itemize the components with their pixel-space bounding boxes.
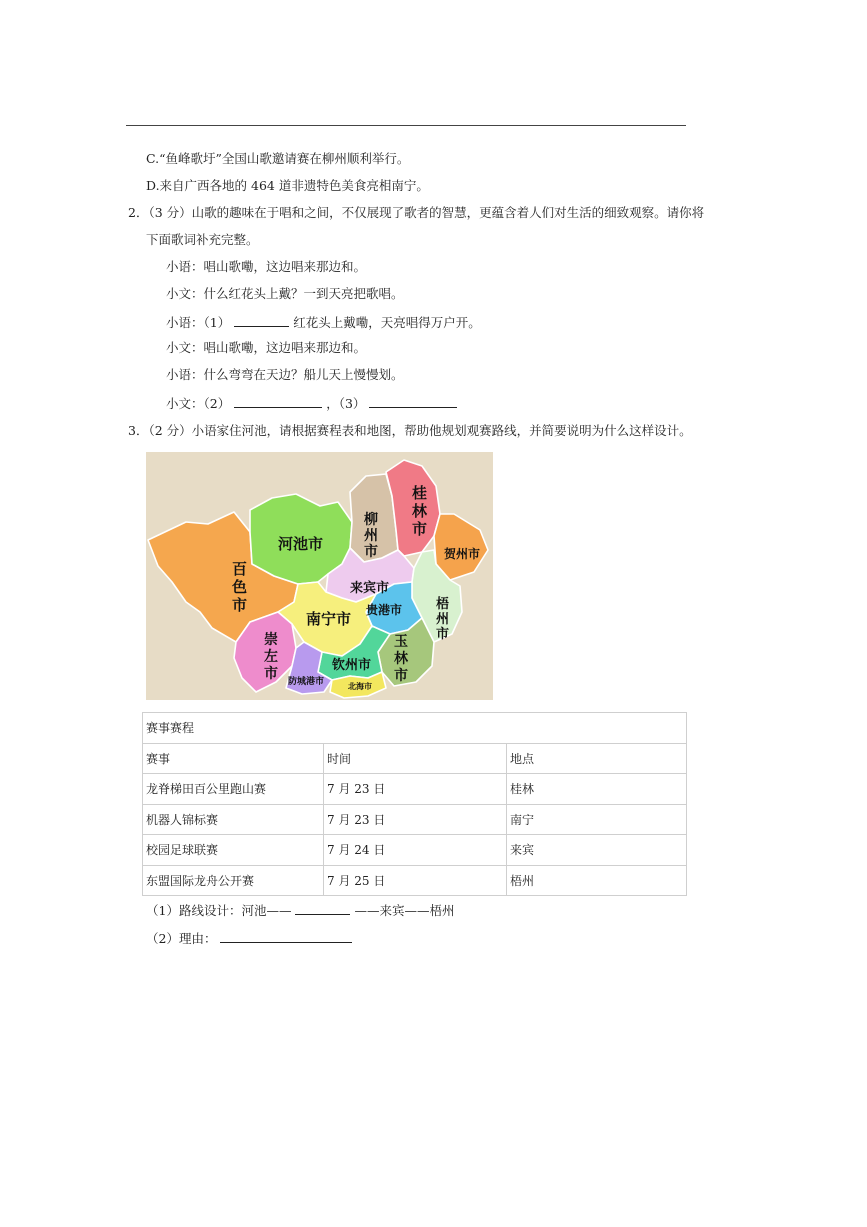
q3-reason [146,929,356,947]
answer-blank-1[interactable] [234,313,289,327]
cell-date: 7 月 23 日 [324,804,507,835]
label-baise-2: 色 [232,578,248,596]
q2-lyric-1: 小语：唱山歌嘞，这边唱来那边和。 [166,259,367,274]
option-d: D.来自广西各地的 464 道非遗特色美食亮相南宁。 [146,178,429,193]
q2-stem-line2: 下面歌词补充完整。 [146,232,259,247]
cell-date: 7 月 25 日 [324,865,507,896]
label-wuzhou-1: 梧 [436,597,450,612]
label-nanning: 南宁市 [306,610,352,628]
label-hezhou: 贺州市 [444,547,481,561]
cell-event: 东盟国际龙舟公开赛 [143,865,324,896]
label-chongzuo-3: 市 [264,666,278,682]
guangxi-map [146,452,493,700]
header-event: 赛事 [143,743,324,774]
label-beihai: 北海市 [348,682,372,691]
q2-lyric-3-suffix: 红花头上戴嘞，天亮唱得万户开。 [293,315,481,330]
cell-location: 来宾 [507,835,687,866]
label-fangchenggang: 防城港市 [288,677,325,687]
label-guilin-1: 桂 [412,484,428,502]
q2-stem-line1: 2．（3 分）山歌的趣味在于唱和之间，不仅展现了歌者的智慧，更蕴含着人们对生活的细致观察。请你将 [128,205,705,220]
label-wuzhou-3: 市 [436,627,450,642]
q3-route [146,901,454,919]
table-title: 赛事赛程 [143,713,687,744]
label-liuzhou-1: 柳 [364,512,378,528]
cell-event: 校园足球联赛 [143,835,324,866]
label-liuzhou-2: 州 [364,528,378,544]
label-yulin-1: 玉 [394,634,408,650]
label-yulin-3: 市 [394,668,408,684]
label-guigang: 贵港市 [366,603,403,617]
schedule-table [142,712,687,896]
cell-location: 南宁 [507,804,687,835]
label-liuzhou-3: 市 [364,544,378,560]
cell-date: 7 月 23 日 [324,774,507,805]
label-baise-3: 市 [232,596,248,614]
reason-blank[interactable] [220,929,352,943]
header-rule [126,125,686,126]
option-c: C.“鱼峰歌圩”全国山歌邀请赛在柳州顺利举行。 [146,151,410,166]
q2-lyric-3-prefix: 小语：（1） [166,315,231,330]
label-chongzuo-1: 崇 [264,632,278,648]
cell-location: 桂林 [507,774,687,805]
table-header-row [143,743,687,774]
q2-lyric-6 [166,394,461,412]
header-date: 时间 [324,743,507,774]
q3-reason-prefix: （2）理由： [146,931,217,946]
q3-stem: 3．（2 分）小语家住河池，请根据赛程表和地图，帮助他规划观赛路线，并简要说明为什么这样设计。 [128,423,692,438]
q2-lyric-5: 小语：什么弯弯在天边？船儿天上慢慢划。 [166,367,404,382]
label-chongzuo-2: 左 [264,649,278,665]
table-row [143,835,687,866]
q2-lyric-6-prefix: 小文：（2） [166,396,231,411]
label-yulin-2: 林 [394,651,408,667]
q2-lyric-2: 小文：什么红花头上戴？一到天亮把歌唱。 [166,286,404,301]
label-baise-1: 百 [232,560,248,578]
table-row [143,774,687,805]
header-location: 地点 [507,743,687,774]
q3-route-suffix: ——来宾——梧州 [354,903,455,918]
table-row [143,865,687,896]
q2-lyric-6-mid: ，（3） [326,396,366,411]
cell-event: 机器人锦标赛 [143,804,324,835]
answer-blank-3[interactable] [369,394,457,408]
cell-date: 7 月 24 日 [324,835,507,866]
label-guilin-3: 市 [412,520,428,538]
cell-event: 龙脊梯田百公里跑山赛 [143,774,324,805]
label-laibin: 来宾市 [350,581,390,596]
label-hechi: 河池市 [278,535,324,553]
cell-location: 梧州 [507,865,687,896]
answer-blank-2[interactable] [234,394,322,408]
label-qinzhou: 钦州市 [332,658,372,673]
guangxi-map-svg [146,452,493,700]
label-wuzhou-2: 州 [436,612,450,627]
table-row [143,804,687,835]
q3-route-prefix: （1）路线设计：河池—— [146,903,292,918]
label-guilin-2: 林 [412,502,428,520]
route-blank[interactable] [295,901,350,915]
q2-lyric-3 [166,313,481,331]
q2-lyric-4: 小文：唱山歌嘞，这边唱来那边和。 [166,340,367,355]
table-title-row [143,713,687,744]
